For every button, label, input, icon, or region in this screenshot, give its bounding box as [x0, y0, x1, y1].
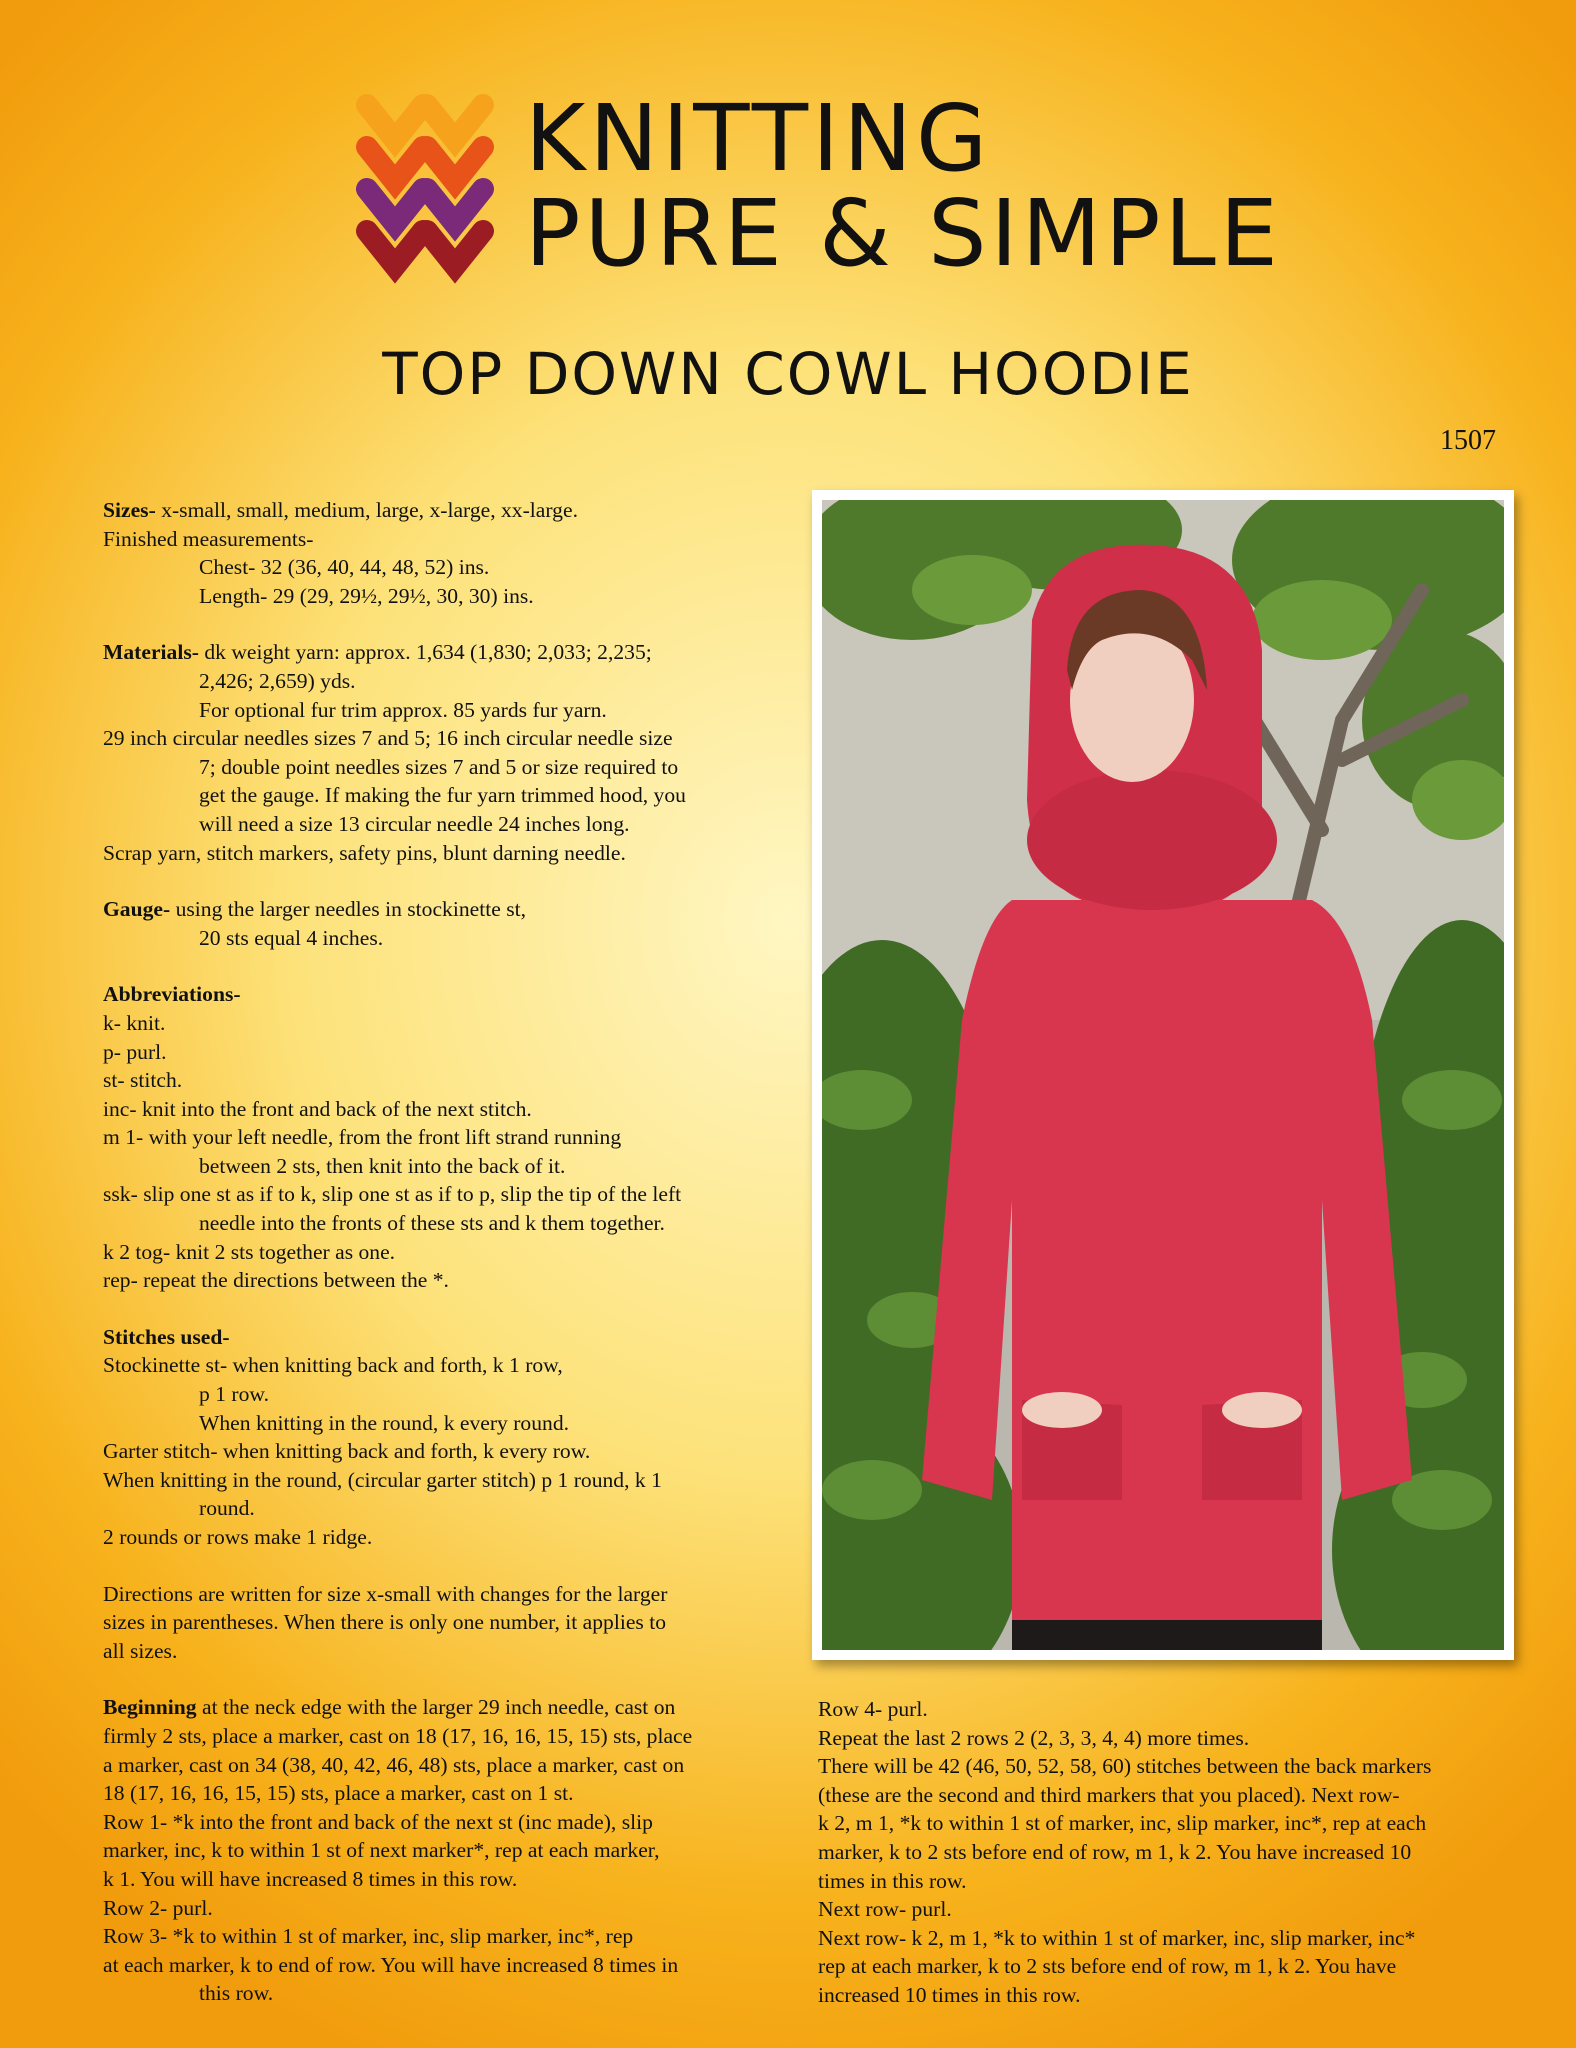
stitches-heading	[103, 1323, 783, 1352]
gauge-line	[103, 895, 783, 924]
right-line: There will be 42 (46, 50, 52, 58, 60) stitches between the back markers	[818, 1754, 1432, 1779]
materials-text: dk weight yarn: approx. 1,634 (1,830; 2,033; 2,235;	[204, 640, 652, 665]
pattern-number: 1507	[1440, 425, 1496, 456]
stitch-logo-icon	[355, 85, 515, 285]
needles-1: 29 inch circular needles sizes 7 and 5; 16 inch circular needle size	[103, 726, 673, 751]
beginning-4: 18 (17, 16, 16, 15, 15) sts, place a marker, cast on 1 st.	[103, 1781, 574, 1806]
notions: Scrap yarn, stitch markers, safety pins, blunt darning needle.	[103, 840, 626, 865]
right-line: times in this row.	[818, 1868, 967, 1893]
gauge-text: using the larger needles in stockinette st,	[175, 897, 527, 922]
hoodie-photo	[822, 500, 1504, 1650]
abbr-item: k 2 tog- knit 2 sts together as one.	[103, 1239, 396, 1264]
abbr-item: rep- repeat the directions between the *.	[103, 1268, 449, 1293]
abbr-item: ssk- slip one st as if to k, slip one st as if to p, slip the tip of the left	[103, 1182, 682, 1207]
brand-line-2: PURE & SIMPLE	[525, 180, 1282, 287]
length-measure: Length- 29 (29, 29½, 29½, 30, 30) ins.	[199, 583, 534, 608]
stitch-item: round.	[199, 1496, 255, 1521]
materials-fur: For optional fur trim approx. 85 yards fur yarn.	[199, 697, 607, 722]
right-line: Repeat the last 2 rows 2 (2, 3, 3, 4, 4) more times.	[818, 1725, 1250, 1750]
brand-logo	[355, 85, 1282, 287]
row3-2: at each marker, k to end of row. You will have increased 8 times in	[103, 1952, 679, 1977]
directions-3: all sizes.	[103, 1638, 178, 1663]
abbr-item: needle into the fronts of these sts and k them together.	[199, 1211, 665, 1236]
abbreviations-heading	[103, 980, 783, 1009]
chest-measure: Chest- 32 (36, 40, 44, 48, 52) ins.	[199, 555, 490, 580]
abbr-item: k- knit.	[103, 1010, 166, 1035]
stitch-item: When knitting in the round, (circular garter stitch) p 1 round, k 1	[103, 1467, 662, 1492]
needles-2: 7; double point needles sizes 7 and 5 or size required to	[199, 754, 679, 779]
directions-2: sizes in parentheses. When there is only one number, it applies to	[103, 1610, 667, 1635]
right-line: rep at each marker, k to 2 sts before end of row, m 1, k 2. You have	[818, 1954, 1397, 1979]
beginning-3: a marker, cast on 34 (38, 40, 42, 46, 48) sts, place a marker, cast on	[103, 1752, 685, 1777]
row1-1: Row 1- *k into the front and back of the next st (inc made), slip	[103, 1809, 653, 1834]
abbr-item: st- stitch.	[103, 1068, 183, 1093]
right-line: increased 10 times in this row.	[818, 1982, 1081, 2007]
beginning-2: firmly 2 sts, place a marker, cast on 18 (17, 16, 16, 15, 15) sts, place	[103, 1723, 693, 1748]
row3-3: this row.	[199, 1981, 274, 2006]
stitch-item: p 1 row.	[199, 1382, 269, 1407]
needles-3: get the gauge. If making the fur yarn trimmed hood, you	[199, 783, 686, 808]
beginning-line	[103, 1693, 783, 1722]
row1-2: marker, inc, k to within 1 st of next marker*, rep at each marker,	[103, 1838, 660, 1863]
right-line: (these are the second and third markers that you placed). Next row-	[818, 1782, 1400, 1807]
directions-1: Directions are written for size x-small with changes for the larger	[103, 1581, 668, 1606]
gauge-text-2: 20 sts equal 4 inches.	[199, 925, 384, 950]
stitch-item: When knitting in the round, k every round.	[199, 1410, 570, 1435]
needles-4: will need a size 13 circular needle 24 inches long.	[199, 811, 630, 836]
brand-line-1: KNITTING	[525, 85, 992, 192]
row2: Row 2- purl.	[103, 1895, 213, 1920]
stitch-item: Garter stitch- when knitting back and forth, k every row.	[103, 1439, 591, 1464]
row1-3: k 1. You will have increased 8 times in this row.	[103, 1866, 518, 1891]
abbr-item: p- purl.	[103, 1039, 167, 1064]
sizes-text: x-small, small, medium, large, x-large, xx-large.	[161, 498, 578, 522]
left-column	[103, 496, 783, 2008]
stitch-item: Stockinette st- when knitting back and forth, k 1 row,	[103, 1353, 563, 1378]
stitch-item: 2 rounds or rows make 1 ridge.	[103, 1525, 373, 1549]
materials-text-2: 2,426; 2,659) yds.	[199, 668, 356, 693]
photo-illustration	[822, 500, 1504, 1650]
stitches-label: Stitches used-	[103, 1324, 230, 1349]
materials-label: Materials-	[103, 640, 199, 665]
right-column	[818, 1695, 1518, 2010]
sizes-label: Sizes-	[103, 498, 156, 522]
right-line: k 2, m 1, *k to within 1 st of marker, inc, slip marker, inc*, rep at each	[818, 1811, 1427, 1836]
beginning-label: Beginning	[103, 1695, 197, 1720]
abbr-item: between 2 sts, then knit into the back of it.	[199, 1153, 566, 1178]
right-line: Row 4- purl.	[818, 1697, 928, 1721]
right-line: Next row- purl.	[818, 1897, 952, 1922]
gauge-label: Gauge-	[103, 897, 171, 922]
right-line: marker, k to 2 sts before end of row, m 1, k 2. You have increased 10	[818, 1839, 1412, 1864]
abbr-item: m 1- with your left needle, from the front lift strand running	[103, 1125, 622, 1150]
beginning-text: at the neck edge with the larger 29 inch needle, cast on	[202, 1695, 676, 1720]
finished-measurements: Finished measurements-	[103, 526, 314, 551]
row3-1: Row 3- *k to within 1 st of marker, inc, slip marker, inc*, rep	[103, 1924, 634, 1949]
right-line: Next row- k 2, m 1, *k to within 1 st of marker, inc, slip marker, inc*	[818, 1925, 1416, 1950]
abbr-item: inc- knit into the front and back of the next stitch.	[103, 1096, 532, 1121]
materials-line	[103, 638, 783, 667]
hoodie-photo-frame	[812, 490, 1514, 1660]
sizes-line	[103, 496, 783, 525]
abbreviations-label: Abbreviations-	[103, 982, 241, 1007]
page-title: TOP DOWN COWL HOODIE	[382, 340, 1194, 408]
